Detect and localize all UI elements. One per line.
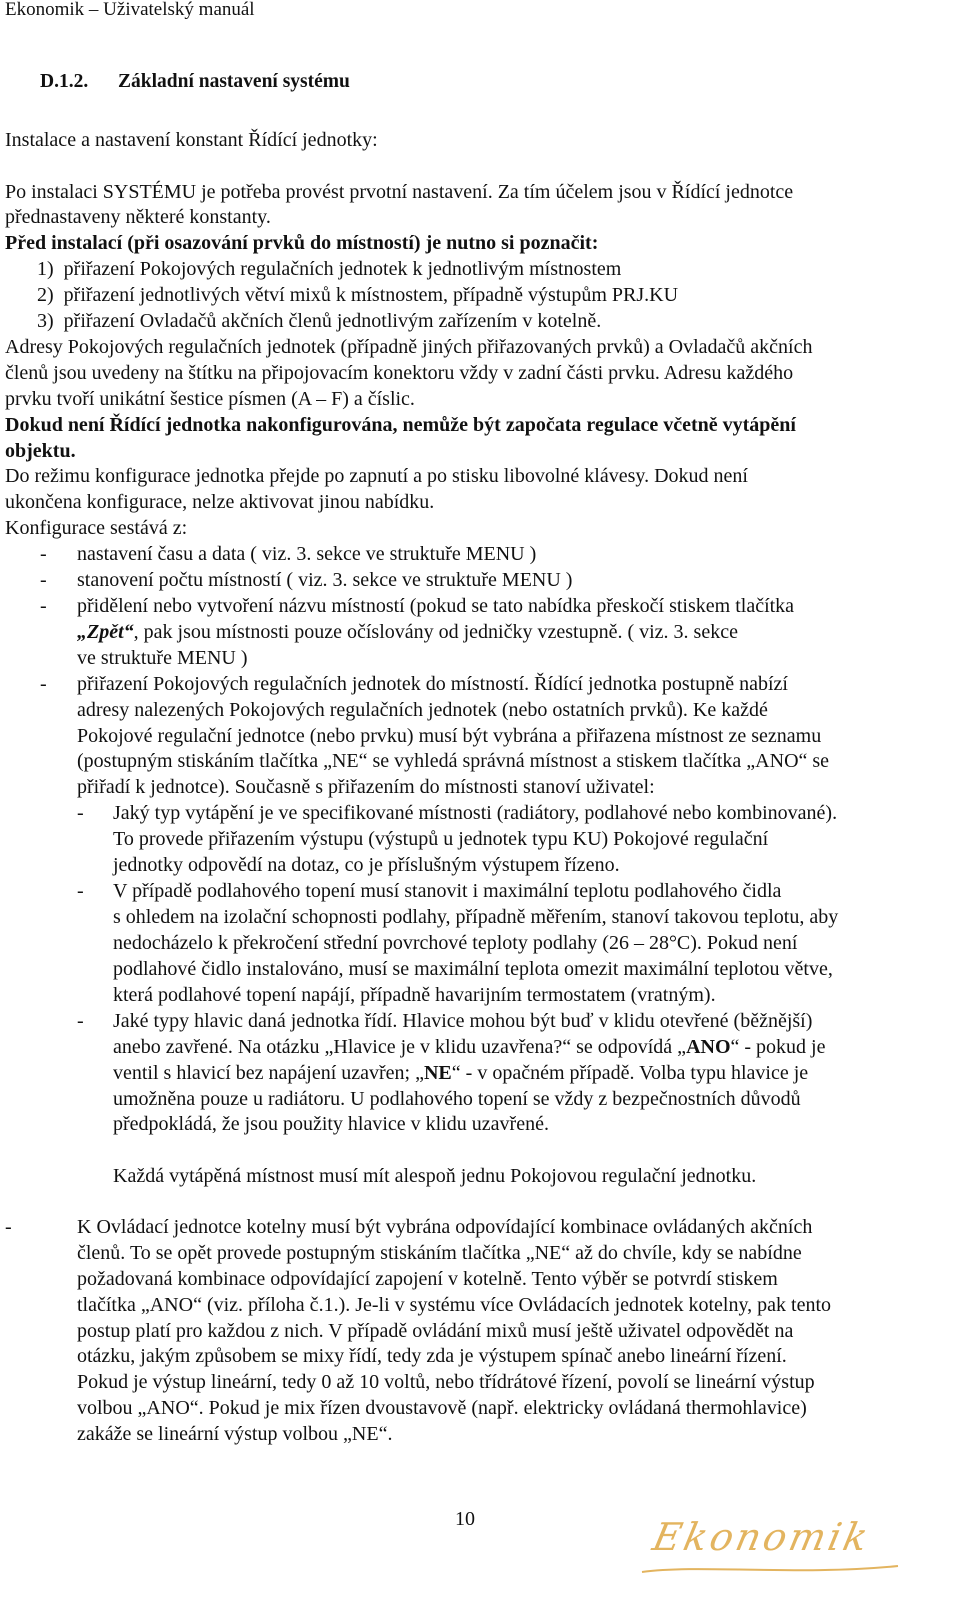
every-room-note: Každá vytápěná místnost musí mít alespoň jednu Pokojovou regulační jednotku. [113,1165,757,1187]
warning-line-2: objektu. [5,440,76,462]
dash-item-assign-line-5: přiřadí k jednotce). Současně s přiřazením do místnosti stanoví uživatel: [77,776,655,798]
sub-item-heating-line-3: jednotky odpovědí na dotaz, co je příslušným výstupem řízeno. [113,854,620,876]
ekonomik-logo: Ekonomik [649,1515,875,1559]
subheading: Instalace a nastavení konstant Řídící jednotky: [5,129,378,151]
addresses-line-3: prvku tvoří unikátní šestice písmen (A – F) a číslic. [5,388,415,410]
boiler-line-5: postup platí pro každou z nich. V případě ovládání mixů musí ještě uživatel odpovědět na [77,1320,794,1342]
boiler-line-3: požadovaná kombinace odpovídající zapojení v kotelně. Tento výběr se potvrdí stiskem [77,1268,778,1290]
dash-item-assign-line-4: (postupným stiskáním tlačítka „NE“ se vyhledá správná místnost a stiskem tlačítka „ANO“ se [77,750,830,772]
warning-line-1: Dokud není Řídící jednotka nakonfigurována, nemůže být započata regulace včetně vytápění [5,414,796,436]
dash-item-naming-line-1: přidělení nebo vytvoření názvu místností (pokud se tato nabídka přeskočí stiskem tlačítka [77,595,795,617]
sub-item-heating-line-1: Jaký typ vytápění je ve specifikované místnosti (radiátory, podlahové nebo kombinované). [113,802,838,824]
numbered-item-2: 2) přiřazení jednotlivých větví mixů k místnostem, případně výstupům PRJ.KU [37,284,679,306]
sub-item-floor-line-3: nedocházelo k překročení střední povrchové teploty podlahy (26 – 28°C). Pokud není [113,932,798,954]
addresses-line-2: členů jsou uvedeny na štítku na připojovacím konektoru vždy v zadní části prvku. Adresu každého [5,362,794,384]
config-mode-line-2: ukončena konfigurace, nelze aktivovat jinou nabídku. [5,491,435,513]
sub-item-heads-line-5: předpokládá, že jsou použity hlavice v klidu uzavřené. [113,1113,549,1135]
dash-bullet: - [40,569,47,591]
boiler-line-8: volbou „ANO“. Pokud je mix řízen dvoustavově (např. elektricky ovládaná thermohlavice) [77,1397,807,1419]
sub-item-heads-line-2: anebo zavřené. Na otázku „Hlavice je v klidu uzavřena?“ se odpovídá „ANO“ - pokud je [113,1036,826,1058]
section-number: D.1.2. [40,71,89,92]
sub-item-floor-line-1: V případě podlahového topení musí stanovit i maximální teplotu podlahového čidla [113,880,782,902]
sub-item-floor-line-4: podlahové čidlo instalováno, musí se maximální teplota omezit maximální teplotou větve, [113,958,833,980]
sub-item-heating-line-2: To provede přiřazením výstupu (výstupů u jednotek typu KU) Pokojové regulační [113,828,769,850]
dash-item-naming-line-2: „Zpět“, pak jsou místnosti pouze očíslovány od jedničky vzestupně. ( viz. 3. sekce [77,621,738,643]
intro-line-2: přednastaveny některé konstanty. [5,206,271,228]
sub-item-heads-line-3: ventil s hlavicí bez napájení uzavřen; „NE“ - v opačném případě. Volba typu hlavice je [113,1062,809,1084]
boiler-line-9: zakáže se lineární výstup volbou „NE“. [77,1423,393,1445]
config-consists: Konfigurace sestává z: [5,517,188,539]
dash-bullet: - [40,673,47,695]
section-heading [40,72,350,92]
running-header: Ekonomik – Uživatelský manuál [5,0,255,20]
sub-dash-bullet: - [77,1010,84,1032]
logo-swash-icon [640,1562,900,1576]
boiler-line-7: Pokud je výstup lineární, tedy 0 až 10 voltů, nebo třídrátové řízení, povolí se lineární výstup [77,1371,815,1393]
dash-bullet: - [40,543,47,565]
boiler-line-1: K Ovládací jednotce kotelny musí být vybrána odpovídající kombinace ovládaných akčních [77,1216,813,1238]
numbered-item-3: 3) přiřazení Ovladačů akčních členů jednotlivým zařízením v kotelně. [37,310,602,332]
addresses-line-1: Adresy Pokojových regulačních jednotek (případně jiných přiřazovaných prvků) a Ovladačů akčních [5,336,813,358]
ano-label: ANO [686,1036,731,1058]
dash-item-time: nastavení času a data ( viz. 3. sekce ve struktuře MENU ) [77,543,537,565]
numbered-item-1: 1) přiřazení Pokojových regulačních jednotek k jednotlivým místnostem [37,258,622,280]
config-mode-line-1: Do režimu konfigurace jednotka přejde po zapnutí a po stisku libovolné klávesy. Dokud není [5,465,748,487]
sub-item-floor-line-5: která podlahové topení napájí, případně havarijním termostatem (vratným). [113,984,716,1006]
page-number: 10 [455,1508,475,1530]
sub-item-heads-line-1: Jaké typy hlavic daná jednotka řídí. Hlavice mohou být buď v klidu otevřené (běžnější) [113,1010,813,1032]
dash-item-assign-line-3: Pokojové regulační jednotce (nebo prvku) musí být vybrána a přiřazena místnost ze seznamu [77,725,822,747]
dash-item-naming-line-3: ve struktuře MENU ) [77,647,248,669]
sub-item-floor-line-2: s ohledem na izolační schopnosti podlahy, případně měřením, stanoví takovou teplotu, aby [113,906,839,928]
sub-item-heads-line-4: umožněna pouze u radiátoru. U podlahového topení se vždy z bezpečnostních důvodů [113,1088,801,1110]
sub-dash-bullet: - [77,802,84,824]
boiler-line-4: tlačítka „ANO“ (viz. příloha č.1.). Je-li v systému více Ovládacích jednotek kotelny, pak tento [77,1294,832,1316]
dash-item-rooms: stanovení počtu místností ( viz. 3. sekce ve struktuře MENU ) [77,569,573,591]
dash-item-assign-line-1: přiřazení Pokojových regulačních jednotek do místností. Řídící jednotka postupně nabízí [77,673,788,695]
dash-item-assign-line-2: adresy nalezených Pokojových regulačních jednotek (nebo ostatních prvků). Ke každé [77,699,768,721]
section-title: Základní nastavení systému [118,71,350,92]
ne-label: NE [423,1062,452,1084]
dash-bullet: - [40,595,47,617]
boiler-line-6: otázku, jakým způsobem se mixy řídí, tedy zda je výstupem spínač anebo lineární řízení. [77,1345,787,1367]
intro-bold-line: Před instalací (při osazování prvků do místností) je nutno si poznačit: [5,232,599,254]
dash-bullet: - [5,1216,12,1238]
sub-dash-bullet: - [77,880,84,902]
intro-line-1: Po instalaci SYSTÉMU je potřeba provést prvotní nastavení. Za tím účelem jsou v Řídící jednotce [5,181,794,203]
boiler-line-2: členů. To se opět provede postupným stiskáním tlačítka „NE“ až do chvíle, kdy se nabídne [77,1242,802,1264]
zpet-label: „Zpět“ [77,621,134,643]
